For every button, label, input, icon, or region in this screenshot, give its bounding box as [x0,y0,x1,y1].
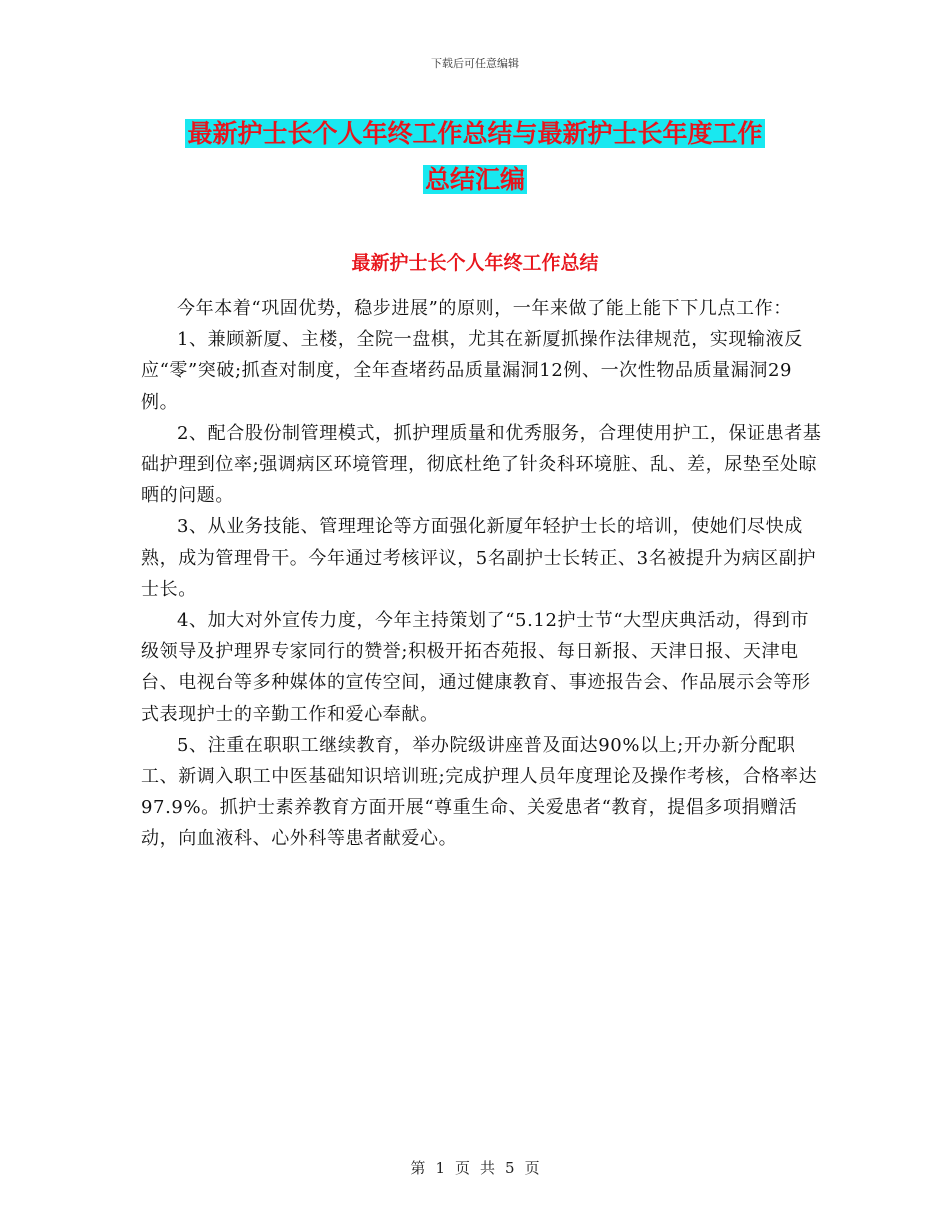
footer-total-pages: 5 [505,1159,515,1177]
paragraph-item-3: 3、从业务技能、管理理论等方面强化新厦年轻护士长的培训，使她们尽快成熟，成为管理骨干。今年通过考核评议，5名副护士长转正、3名被提升为病区副护士长。 [141,516,817,600]
paragraph-item-1: 1、兼顾新厦、主楼，全院一盘棋，尤其在新厦抓操作法律规范，实现输液反应“零”突破;抓查对制度，全年查堵药品质量漏洞12例、一次性物品质量漏洞29例。 [141,329,803,413]
paragraph-item-4: 4、加大对外宣传力度，今年主持策划了“5.12护士节“大型庆典活动，得到市级领导及护理界专家同行的赞誉;积极开拓杏苑报、每日新报、天津日报、天津电台、电视台等多种媒体的宣传空间，通过健康教育、事迹报告会、作品展示会等形式表现护士的辛勤工作和爱心奉献。 [141,610,811,725]
footer-total-word: 共 [480,1159,496,1177]
paragraph-item-5: 5、注重在职职工继续教育，举办院级讲座普及面达90%以上;开办新分配职工、新调入职工中医基础知识培训班;完成护理人员年度理论及操作考核，合格率达97.9%。抓护士素养教育方面开展“尊重生命、关爱患者“教育，提倡多项捐赠活动，向血液科、心外科等患者献爱心。 [141,734,818,850]
footer-suffix: 页 [524,1159,540,1177]
paragraph-intro: 今年本着“巩固优势，稳步进展”的原则，一年来做了能上能下下几点工作： [177,298,792,319]
footer-prefix: 第 [410,1159,426,1177]
section-title: 最新护士长个人年终工作总结 [351,252,599,274]
body-text [141,293,826,855]
paragraph-item-2: 2、配合股份制管理模式，抓护理质量和优秀服务，合理使用护工，保证患者基础护理到位率;强调病区环境管理，彻底杜绝了针灸科环境脏、乱、差，尿垫至处晾晒的问题。 [141,422,822,507]
footer-current-page: 1 [435,1159,445,1177]
main-title [150,111,800,203]
main-title-line-2: 总结汇编 [424,165,525,194]
page-footer [0,1157,950,1178]
main-title-line-1: 最新护士长个人年终工作总结与最新护士长年度工作 [187,119,763,148]
footer-page-word: 页 [454,1159,470,1177]
header-note: 下载后可任意编辑 [431,57,519,70]
